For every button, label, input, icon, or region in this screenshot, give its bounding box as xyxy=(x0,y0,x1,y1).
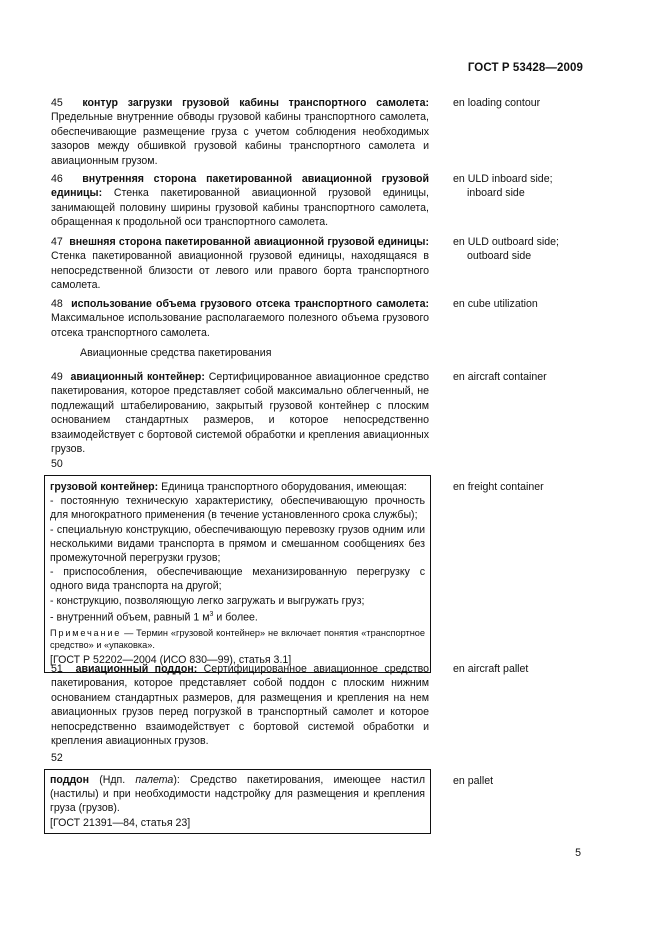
term-title: использование объема грузового отсека транспортного самолета: xyxy=(71,298,429,310)
term-entry-46 xyxy=(51,172,429,230)
term-title: авиационный поддон: xyxy=(75,663,198,675)
term-number: 49 xyxy=(51,371,63,383)
source-reference: [ГОСТ 21391—84, статья 23] xyxy=(50,816,191,829)
term-title: внутренняя сторона пакетированной авиационной грузовой единицы: xyxy=(51,173,429,200)
term-definition: Стенка пакетированной авиационной грузовой единицы, занимающей половину ширины грузовой кабины транспортного самолета, обращенная к продольной оси транспортного самолета. xyxy=(51,187,429,229)
term-definition: Средство пакетирования, имеющее настил (настилы) и при необходимости надстройку для размещения и крепления груза (грузов). xyxy=(50,774,425,815)
english-equivalent: en pallet xyxy=(453,775,494,787)
term-entry-51 xyxy=(51,662,429,748)
term-definition: Сертифицированное авиационное средство пакетирования, которое представляет собой поддон с плоским нижним основанием стандартных размеров, для размещения и крепления на нем авиационных грузов перед погрузкой в транспортный самолет и которое непосредственно взаимодействует с бортовой системой обработки и крепления авиационных грузов. xyxy=(51,663,429,748)
term-number: 47 xyxy=(51,236,63,248)
list-item: - конструкцию, позволяющую легко загружать и выгружать груз; xyxy=(50,594,365,607)
term-definition: Единица транспортного оборудования, имеющая: xyxy=(161,481,407,493)
standard-number: ГОСТ Р 53428—2009 xyxy=(467,62,583,74)
term-number: 52 xyxy=(51,752,63,764)
english-equivalent: en aircraft pallet xyxy=(453,663,529,675)
term-title: авиационный контейнер: xyxy=(70,371,205,383)
term-entry-49 xyxy=(51,370,429,456)
term-definition: Предельные внутренние обводы грузовой кабины транспортного самолета, обеспечивающие размещение груза с учетом соблюдения необходимых зазоров между обшивкой грузовой кабины транспортного самолета и авиационным грузом. xyxy=(51,111,429,167)
term-title: поддон xyxy=(50,774,90,786)
english-equivalent: en loading contour xyxy=(453,97,541,109)
english-equivalent: en aircraft container xyxy=(453,371,547,383)
term-title: грузовой контейнер: xyxy=(50,481,159,493)
list-item: - приспособления, обеспечивающие механизированную перегрузку с одного вида транспорта на другой; xyxy=(50,566,425,593)
list-item: - специальную конструкцию, обеспечивающую перевозку грузов одним или несколькими видами транспорта в прямом и смешанном сообщениях без промежуточной перегрузки грузов; xyxy=(50,523,425,565)
deprecated-term: палета xyxy=(135,774,174,786)
term-number: 45 xyxy=(51,97,63,109)
term-entry-50-box xyxy=(44,475,431,673)
term-entry-45 xyxy=(51,96,429,168)
term-number: 46 xyxy=(51,173,63,185)
english-equivalent: en ULD outboard side; outboard side xyxy=(453,236,560,263)
note: Примечание — Термин «грузовой контейнер» не включает понятия «транспортное средство» и «упаковка». xyxy=(50,627,425,650)
term-number: 51 xyxy=(51,663,63,675)
term-definition: Сертифицированное авиационное средство пакетирования, которое представляет собой максимально облегченный, не подлежащий штабелированию, закрытый грузовой контейнер с плоским основанием стандартных размеров, и которое непосредственно взаимодействует с бортовой системой обработки и крепления авиационных грузов. xyxy=(51,371,429,456)
page-number: 5 xyxy=(575,847,581,859)
term-entry-47 xyxy=(51,235,429,293)
term-entry-52-box: поддон (Ндп. палета): Средство пакетирования, имеющее настил (настилы) и при необходимости надстройку для размещения и крепления груза (грузов). [ГОСТ 21391—84, статья 23] xyxy=(44,769,431,834)
term-title: внешняя сторона пакетированной авиационной грузовой единицы: xyxy=(69,236,430,248)
list-item: - постоянную техническую характеристику, обеспечивающую прочность для многократного применения (в течение установленного срока службы); xyxy=(50,495,425,522)
term-title: контур загрузки грузовой кабины транспортного самолета: xyxy=(82,97,430,109)
term-definition: Стенка пакетированной авиационной грузовой единицы, находящаяся в непосредственной близости от левого или правого борта транспортного самолета. xyxy=(51,250,429,292)
list-item: - внутренний объем, равный 1 $м^3$ и более. xyxy=(50,610,258,624)
section-heading: Авиационные средства пакетирования xyxy=(80,347,272,359)
term-entry-48 xyxy=(51,297,429,340)
term-definition: Максимальное использование располагаемого полезного объема грузового отсека транспортного самолета. xyxy=(51,312,429,339)
english-equivalent: en freight container xyxy=(453,481,544,493)
source-reference: [ГОСТ Р 52202—2004 (ИСО 830—99), статья 3.1] xyxy=(50,654,292,667)
english-equivalent: en cube utilization xyxy=(453,298,538,310)
term-number: 50 xyxy=(51,458,63,470)
english-equivalent: en ULD inboard side; inboard side xyxy=(453,173,553,200)
term-number: 48 xyxy=(51,298,63,310)
